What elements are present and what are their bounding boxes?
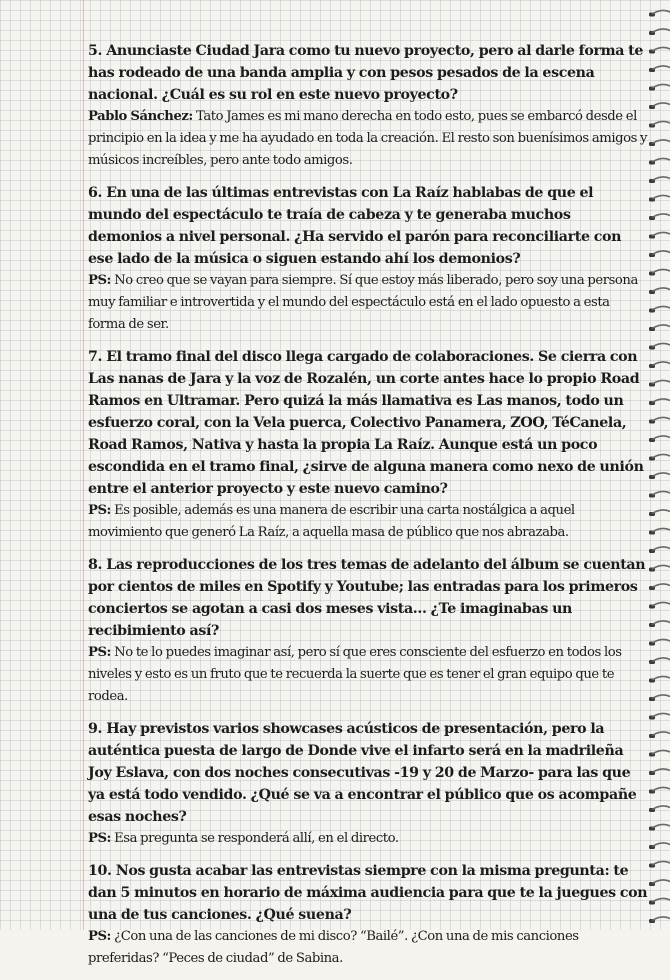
answer-9 <box>88 828 648 850</box>
answer-10 <box>88 926 648 970</box>
qa-block-8 <box>88 554 648 708</box>
answer-speaker-label: PS: <box>88 929 111 944</box>
question-5: 5. Anunciaste Ciudad Jara como tu nuevo proyecto, pero al darle forma te has rodeado de una banda amplia y con pesos pesados de la escena nacional. ¿Cuál es su rol en este nuevo proyecto? <box>88 43 644 103</box>
answer-text: No te lo puedes imaginar así, pero sí que eres consciente del esfuerzo en todos los niveles y esto es un fruto que te recuerda la suerte que es tener el gran equipo que te rodea. <box>88 645 622 704</box>
answer-text: Esa pregunta se responderá allí, en el directo. <box>110 831 399 846</box>
answer-text: Tato James es mi mano derecha en todo esto, pues se embarcó desde el principio en la idea y me ha ayudado en toda la creación. El resto son buenísimos amigos y músicos increíbles, pero ante todo amigos. <box>88 109 648 168</box>
answer-5 <box>88 106 648 172</box>
answer-8 <box>88 642 648 708</box>
answer-text: No creo que se vayan para siempre. Sí que estoy más liberado, pero soy una persona muy familiar e introvertida y el mundo del espectáculo está en el lado opuesto a esta forma de ser. <box>88 273 638 332</box>
question-6: 6. En una de las últimas entrevistas con La Raíz hablabas de que el mundo del espectáculo te traía de cabeza y te generaba muchos demonios a nivel personal. ¿Ha servido el parón para reconciliarte con ese lado de la música o siguen estando ahí los demonios? <box>88 185 622 267</box>
answer-speaker-label: Pablo Sánchez: <box>88 109 193 124</box>
qa-block-7 <box>88 346 648 544</box>
question-10: 10. Nos gusta acabar las entrevistas siempre con la misma pregunta: te dan 5 minutos en horario de máxima audiencia para que te la juegues con una de tus canciones. ¿Qué suena? <box>88 863 648 923</box>
answer-6 <box>88 270 648 336</box>
answer-speaker-label: PS: <box>88 273 111 288</box>
question-7: 7. El tramo final del disco llega cargado de colaboraciones. Se cierra con Las nanas de Jara y la voz de Rozalén, un corte antes hace lo propio Road Ramos en Ultramar. Pero quizá la más llamativa es Las manos, todo un esfuerzo coral, con la Vela puerca, Colectivo Panamera, ZOO, TéCanela, Road Ramos, Nativa y hasta la propia La Raíz. Aunque está un poco escondida en el tramo final, ¿sirve de alguna manera como nexo de unión entre el anterior proyecto y este nuevo camino? <box>88 349 644 497</box>
question-9: 9. Hay previstos varios showcases acústicos de presentación, pero la auténtica puesta de largo de Donde vive el infarto será en la madrileña Joy Eslava, con dos noches consecutivas -19 y 20 de Marzo- para las que ya está todo vendido. ¿Qué se va a encontrar el público que os acompañe esas noches? <box>88 721 637 825</box>
margin-line <box>83 0 84 930</box>
answer-speaker-label: PS: <box>88 645 111 660</box>
answer-text: Es posible, además es una manera de escribir una carta nostálgica a aquel movimiento que generó La Raíz, a aquella masa de público que nos abrazaba. <box>88 503 575 540</box>
answer-text: ¿Con una de las canciones de mi disco? “Bailé”. ¿Con una de mis canciones preferidas? “Peces de ciudad” de Sabina. <box>88 929 579 966</box>
qa-block-6 <box>88 182 648 336</box>
qa-block-10 <box>88 860 648 970</box>
interview-text <box>88 40 648 980</box>
answer-7 <box>88 500 648 544</box>
answer-speaker-label: PS: <box>88 831 111 846</box>
answer-speaker-label: PS: <box>88 503 111 518</box>
question-8: 8. Las reproducciones de los tres temas de adelanto del álbum se cuentan por cientos de miles en Spotify y Youtube; las entradas para los primeros conciertos se agotan a casi dos meses vista... ¿Te imaginabas un recibimiento así? <box>88 557 646 639</box>
qa-block-5 <box>88 40 648 172</box>
qa-block-9 <box>88 718 648 850</box>
